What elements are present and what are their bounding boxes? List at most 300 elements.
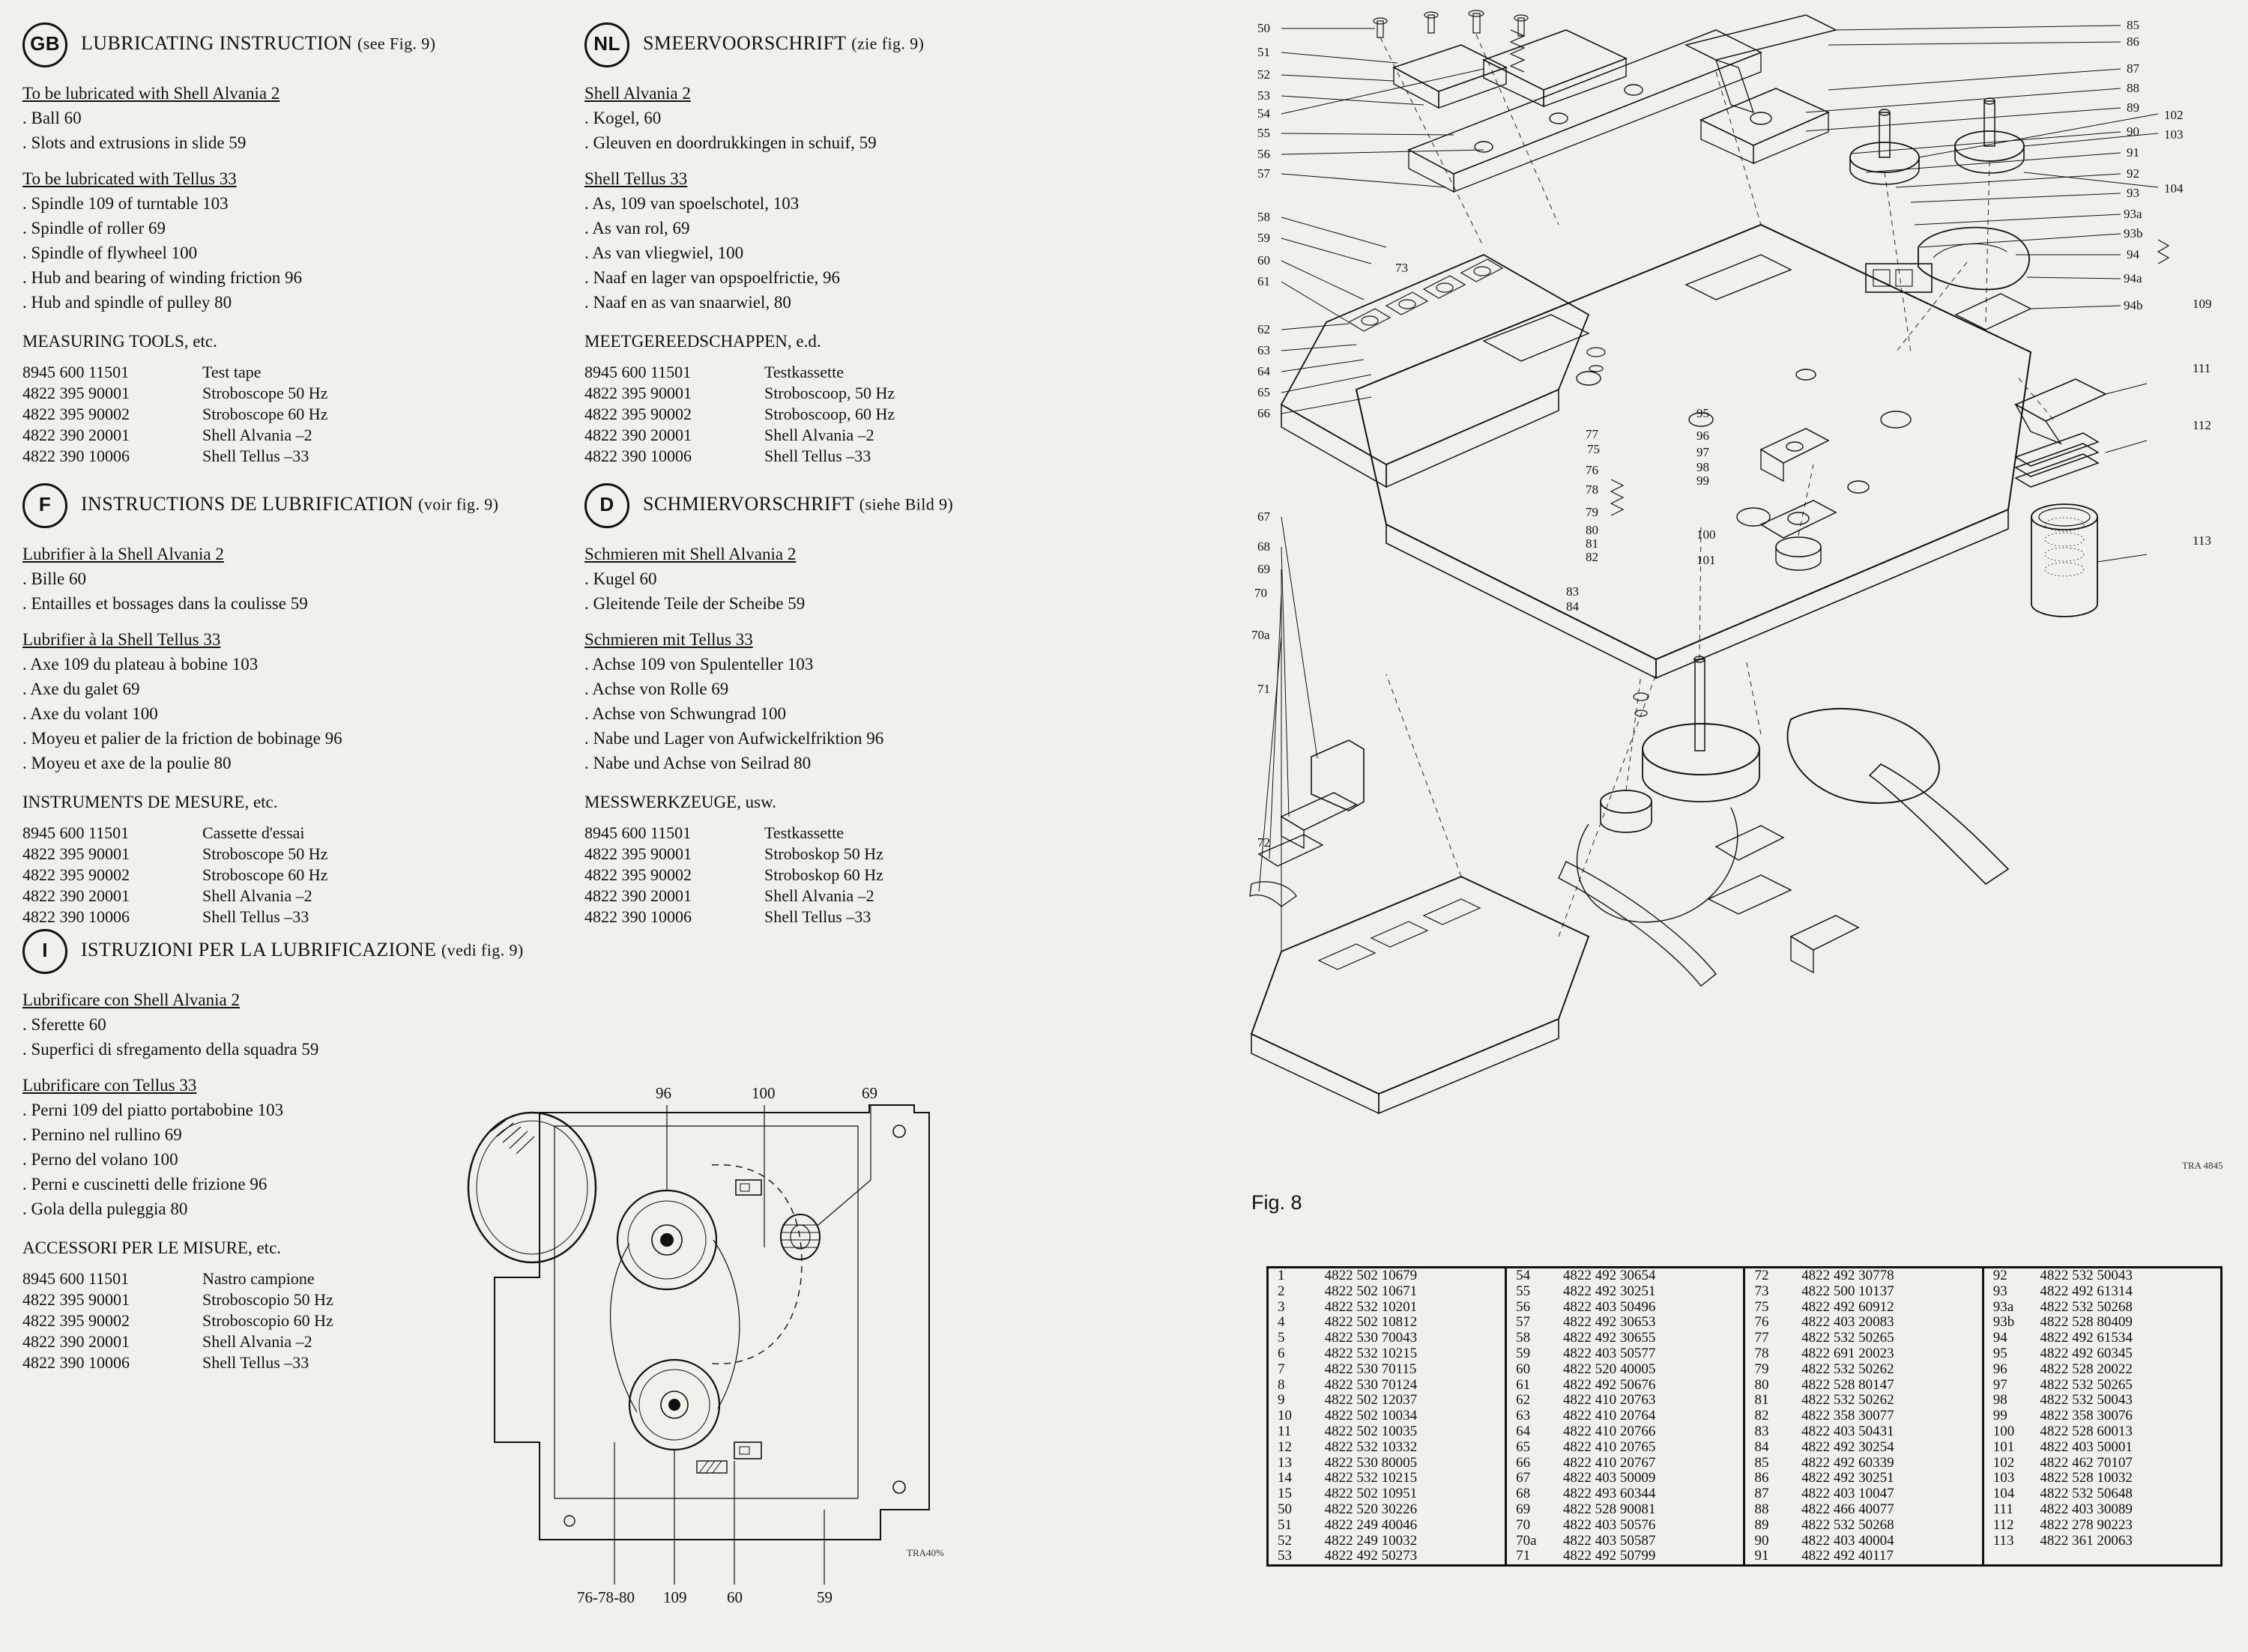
d-item: . Gleitende Teile der Scheibe 59 bbox=[584, 594, 1184, 614]
part-index: 56 bbox=[1506, 1300, 1559, 1316]
fig8-num-55: 55 bbox=[1257, 126, 1270, 140]
part-number: 4822 410 20764 bbox=[1562, 1408, 1656, 1424]
part-number: 4822 403 30089 bbox=[2040, 1501, 2133, 1517]
part-number: 4822 532 50265 bbox=[2040, 1376, 2133, 1393]
gb-item: . Ball 60 bbox=[22, 109, 592, 128]
section-d bbox=[584, 483, 1184, 928]
fig8-num-76: 76 bbox=[1586, 463, 1598, 477]
part-number: 4822 532 50043 bbox=[2040, 1268, 2133, 1283]
tool-code: 4822 395 90001 bbox=[584, 384, 692, 402]
part-number: 4822 528 20022 bbox=[2040, 1361, 2133, 1377]
part-index: 53 bbox=[1278, 1548, 1292, 1564]
part-number: 4822 502 10035 bbox=[1324, 1423, 1418, 1439]
part-index: 63 bbox=[1506, 1409, 1559, 1424]
lang-badge-f: F bbox=[22, 483, 67, 528]
part-number: 4822 403 50576 bbox=[1562, 1516, 1656, 1533]
tool-name: Stroboskop 60 Hz bbox=[764, 865, 883, 884]
tool-code: 4822 390 10006 bbox=[22, 907, 130, 926]
part-index: 67 bbox=[1506, 1471, 1559, 1486]
fig8-num-91: 91 bbox=[2127, 145, 2139, 160]
part-index: 61 bbox=[1506, 1378, 1559, 1394]
part-number: 4822 532 50268 bbox=[1801, 1516, 1894, 1533]
table-row bbox=[22, 446, 327, 467]
part-index: 15 bbox=[1278, 1486, 1292, 1502]
part-number: 4822 530 70124 bbox=[1324, 1376, 1418, 1393]
part-number: 4822 492 30655 bbox=[1562, 1330, 1656, 1346]
part-index: 84 bbox=[1744, 1440, 1797, 1456]
gb-tools-heading: MEASURING TOOLS, etc. bbox=[22, 332, 217, 351]
part-index: 1 bbox=[1278, 1268, 1285, 1283]
d-item: . Nabe und Achse von Seilrad 80 bbox=[584, 754, 1184, 773]
fig8-num-97: 97 bbox=[1696, 445, 1709, 459]
part-number: 4822 492 50799 bbox=[1562, 1548, 1656, 1564]
tool-code: 4822 395 90002 bbox=[22, 405, 130, 423]
tool-name: Test tape bbox=[202, 363, 262, 381]
fig8-num-72: 72 bbox=[1257, 835, 1270, 850]
part-index: 79 bbox=[1744, 1362, 1797, 1378]
part-number: 4822 403 50009 bbox=[1562, 1470, 1656, 1486]
part-index: 2 bbox=[1278, 1283, 1285, 1299]
fig8-num-112: 112 bbox=[2193, 418, 2211, 432]
part-number: 4822 403 20083 bbox=[1801, 1314, 1894, 1331]
gb-item: . Spindle 109 of turntable 103 bbox=[22, 194, 592, 214]
fig8-num-53: 53 bbox=[1257, 88, 1270, 103]
d-tools-table bbox=[584, 823, 883, 928]
fig9-callout-767880: 76-78-80 bbox=[577, 1588, 635, 1606]
fig9-callout-60: 60 bbox=[727, 1588, 743, 1606]
part-number: 4822 403 40004 bbox=[1801, 1532, 1894, 1549]
table-row bbox=[1269, 1315, 2220, 1331]
section-f-heading bbox=[22, 483, 592, 528]
part-number: 4822 532 10215 bbox=[1324, 1470, 1418, 1486]
tool-name: Shell Tellus –33 bbox=[202, 907, 309, 926]
part-number: 4822 492 40117 bbox=[1801, 1548, 1894, 1564]
gb-item: . Hub and spindle of pulley 80 bbox=[22, 293, 592, 312]
gb-sub-tellus: To be lubricated with Tellus 33 bbox=[22, 169, 237, 188]
part-index: 97 bbox=[1983, 1378, 2035, 1394]
section-f-ref: (voir fig. 9) bbox=[418, 494, 499, 514]
table-row bbox=[1269, 1424, 2220, 1440]
part-index: 54 bbox=[1506, 1268, 1559, 1284]
tool-code: 4822 390 10006 bbox=[584, 447, 692, 465]
part-index: 10 bbox=[1278, 1408, 1292, 1424]
fig8-num-111: 111 bbox=[2193, 361, 2211, 375]
part-index: 92 bbox=[1983, 1268, 2035, 1284]
figure-9 bbox=[450, 1084, 1199, 1615]
part-index: 3 bbox=[1278, 1298, 1285, 1315]
table-row bbox=[22, 425, 327, 446]
fig8-num-69: 69 bbox=[1257, 562, 1270, 576]
part-index: 87 bbox=[1744, 1486, 1797, 1502]
fig8-num-84: 84 bbox=[1566, 599, 1579, 614]
tool-name: Shell Tellus –33 bbox=[764, 447, 871, 465]
f-item: . Axe du galet 69 bbox=[22, 680, 592, 699]
table-row bbox=[584, 425, 895, 446]
fig8-num-90: 90 bbox=[2127, 124, 2139, 139]
part-number: 4822 492 50676 bbox=[1562, 1376, 1656, 1393]
part-index: 86 bbox=[1744, 1471, 1797, 1486]
part-index: 85 bbox=[1744, 1456, 1797, 1471]
fig8-num-79: 79 bbox=[1586, 505, 1598, 519]
part-number: 4822 532 10332 bbox=[1324, 1438, 1418, 1455]
table-row bbox=[1269, 1486, 2220, 1502]
part-index: 113 bbox=[1983, 1534, 2035, 1549]
fig8-num-56: 56 bbox=[1257, 147, 1270, 161]
fig8-num-62: 62 bbox=[1257, 322, 1270, 336]
fig8-num-93b: 93b bbox=[2124, 226, 2143, 240]
i-sub-alvania: Lubrificare con Shell Alvania 2 bbox=[22, 990, 240, 1009]
part-number: 4822 466 40077 bbox=[1801, 1501, 1894, 1517]
part-number: 4822 492 50273 bbox=[1324, 1548, 1418, 1564]
f-tools-heading: INSTRUMENTS DE MESURE, etc. bbox=[22, 793, 278, 811]
i-item: . Pernino nel rullino 69 bbox=[22, 1125, 592, 1145]
part-number: 4822 528 80147 bbox=[1801, 1376, 1894, 1393]
part-number: 4822 492 61534 bbox=[2040, 1330, 2133, 1346]
tool-name: Shell Alvania –2 bbox=[202, 886, 312, 905]
tool-name: Stroboscope 60 Hz bbox=[202, 405, 328, 423]
i-item: . Perni 109 del piatto portabobine 103 bbox=[22, 1101, 592, 1120]
part-index: 68 bbox=[1506, 1486, 1559, 1502]
part-index: 82 bbox=[1744, 1409, 1797, 1424]
part-number: 4822 528 60013 bbox=[2040, 1423, 2133, 1439]
table-row bbox=[584, 823, 883, 844]
i-item: . Sferette 60 bbox=[22, 1015, 592, 1035]
figure-8-exploded-drawing bbox=[1236, 0, 2248, 1229]
part-number: 4822 492 30654 bbox=[1562, 1268, 1656, 1283]
part-number: 4822 492 30778 bbox=[1801, 1268, 1894, 1283]
table-row bbox=[1269, 1502, 2220, 1518]
part-number: 4822 500 10137 bbox=[1801, 1283, 1894, 1299]
part-number: 4822 532 10215 bbox=[1324, 1345, 1418, 1361]
part-index: 89 bbox=[1744, 1518, 1797, 1534]
part-number: 4822 691 20023 bbox=[1801, 1345, 1894, 1361]
part-number: 4822 502 10679 bbox=[1324, 1268, 1418, 1283]
table-row bbox=[584, 907, 883, 928]
tool-name: Shell Alvania –2 bbox=[764, 886, 874, 905]
tool-name: Stroboscoop, 60 Hz bbox=[764, 405, 895, 423]
part-index: 12 bbox=[1278, 1438, 1292, 1455]
fig8-num-65: 65 bbox=[1257, 385, 1270, 399]
i-item: . Perno del volano 100 bbox=[22, 1150, 592, 1170]
d-item: . Achse 109 von Spulenteller 103 bbox=[584, 655, 1184, 674]
f-item: . Axe du volant 100 bbox=[22, 704, 592, 724]
i-item: . Gola della puleggia 80 bbox=[22, 1199, 592, 1219]
part-number: 4822 462 70107 bbox=[2040, 1454, 2133, 1471]
part-index: 93a bbox=[1983, 1300, 2035, 1316]
part-index: 78 bbox=[1744, 1346, 1797, 1362]
section-f-title: INSTRUCTIONS DE LUBRIFICATION bbox=[81, 492, 414, 515]
part-index: 60 bbox=[1506, 1362, 1559, 1378]
tool-code: 8945 600 11501 bbox=[22, 363, 130, 381]
part-index: 77 bbox=[1744, 1331, 1797, 1346]
part-number: 4822 530 80005 bbox=[1324, 1454, 1418, 1471]
part-number: 4822 492 60339 bbox=[1801, 1454, 1894, 1471]
part-index: 72 bbox=[1744, 1268, 1797, 1284]
tool-code: 8945 600 11501 bbox=[584, 823, 692, 842]
part-index: 57 bbox=[1506, 1315, 1559, 1331]
table-row bbox=[22, 1331, 333, 1352]
part-index: 101 bbox=[1983, 1440, 2035, 1456]
tool-name: Stroboscope 60 Hz bbox=[202, 865, 328, 884]
part-number: 4822 361 20063 bbox=[2040, 1532, 2133, 1549]
part-number: 4822 278 90223 bbox=[2040, 1516, 2133, 1533]
table-row bbox=[22, 1268, 333, 1289]
table-row bbox=[1269, 1471, 2220, 1486]
section-gb-ref: (see Fig. 9) bbox=[357, 34, 436, 53]
f-sub-tellus: Lubrifier à la Shell Tellus 33 bbox=[22, 630, 221, 649]
part-index: 70a bbox=[1506, 1534, 1559, 1549]
table-row bbox=[1269, 1331, 2220, 1346]
lang-badge-i: I bbox=[22, 929, 67, 974]
part-index: 90 bbox=[1744, 1534, 1797, 1549]
nl-item: . Naaf en as van snaarwiel, 80 bbox=[584, 293, 1184, 312]
tool-name: Cassette d'essai bbox=[202, 823, 305, 842]
gb-item: . Spindle of roller 69 bbox=[22, 219, 592, 238]
tool-name: Stroboscopio 50 Hz bbox=[202, 1290, 333, 1309]
table-row bbox=[584, 844, 883, 865]
fig8-num-57: 57 bbox=[1257, 166, 1270, 181]
table-row bbox=[1269, 1378, 2220, 1394]
part-index: 6 bbox=[1278, 1345, 1285, 1361]
part-index: 66 bbox=[1506, 1456, 1559, 1471]
fig8-num-94a: 94a bbox=[2124, 271, 2142, 285]
f-item: . Moyeu et axe de la poulie 80 bbox=[22, 754, 592, 773]
part-index: 88 bbox=[1744, 1502, 1797, 1518]
part-number: 4822 403 50496 bbox=[1562, 1298, 1656, 1315]
nl-tools-heading: MEETGEREEDSCHAPPEN, e.d. bbox=[584, 332, 821, 351]
part-number: 4822 532 50262 bbox=[1801, 1392, 1894, 1409]
lang-badge-nl: NL bbox=[584, 22, 629, 67]
fig8-num-109: 109 bbox=[2193, 297, 2212, 311]
fig8-num-60: 60 bbox=[1257, 253, 1270, 267]
section-nl-title: SMEERVOORSCHRIFT bbox=[643, 31, 847, 54]
part-index: 83 bbox=[1744, 1424, 1797, 1440]
gb-sub-alvania: To be lubricated with Shell Alvania 2 bbox=[22, 84, 280, 103]
nl-sub-alvania: Shell Alvania 2 bbox=[584, 84, 691, 103]
part-number: 4822 502 10034 bbox=[1324, 1408, 1418, 1424]
table-row bbox=[22, 404, 327, 425]
fig8-num-113: 113 bbox=[2193, 533, 2211, 548]
tool-code: 4822 395 90001 bbox=[22, 1290, 130, 1309]
part-index: 76 bbox=[1744, 1315, 1797, 1331]
section-d-ref: (siehe Bild 9) bbox=[859, 494, 954, 514]
part-index: 70 bbox=[1506, 1518, 1559, 1534]
part-index: 81 bbox=[1744, 1393, 1797, 1409]
part-index: 73 bbox=[1744, 1284, 1797, 1300]
parts-table bbox=[1269, 1268, 2220, 1564]
part-number: 4822 532 50648 bbox=[2040, 1486, 2133, 1502]
part-index: 51 bbox=[1278, 1516, 1292, 1533]
fig8-num-94: 94 bbox=[2127, 247, 2139, 261]
fig8-num-85: 85 bbox=[2127, 18, 2139, 32]
part-index: 71 bbox=[1506, 1549, 1559, 1564]
fig8-num-102: 102 bbox=[2164, 108, 2184, 122]
table-row bbox=[584, 404, 895, 425]
table-row bbox=[1269, 1534, 2220, 1549]
f-item: . Axe 109 du plateau à bobine 103 bbox=[22, 655, 592, 674]
tool-name: Stroboscope 50 Hz bbox=[202, 384, 328, 402]
part-number: 4822 492 60912 bbox=[1801, 1298, 1894, 1315]
part-index: 93b bbox=[1983, 1315, 2035, 1331]
nl-item: . As van vliegwiel, 100 bbox=[584, 243, 1184, 263]
fig8-num-73: 73 bbox=[1395, 261, 1408, 275]
fig8-num-83: 83 bbox=[1566, 584, 1579, 599]
i-tools-heading: ACCESSORI PER LE MISURE, etc. bbox=[22, 1238, 282, 1257]
table-row bbox=[1269, 1456, 2220, 1471]
part-number: 4822 249 10032 bbox=[1324, 1532, 1418, 1549]
figure-9-drawing bbox=[450, 1090, 1199, 1615]
fig8-num-89: 89 bbox=[2127, 100, 2139, 115]
table-row bbox=[584, 446, 895, 467]
fig8-num-66: 66 bbox=[1257, 406, 1270, 420]
f-sub-alvania: Lubrifier à la Shell Alvania 2 bbox=[22, 545, 224, 563]
section-i-ref: (vedi fig. 9) bbox=[441, 940, 524, 960]
part-index: 104 bbox=[1983, 1486, 2035, 1502]
tool-code: 8945 600 11501 bbox=[584, 363, 692, 381]
table-row bbox=[22, 844, 327, 865]
d-tools-heading: MESSWERKZEUGE, usw. bbox=[584, 793, 776, 811]
fig8-num-61: 61 bbox=[1257, 274, 1270, 288]
table-row bbox=[1269, 1409, 2220, 1424]
fig8-num-67: 67 bbox=[1257, 509, 1270, 524]
gb-tools-table bbox=[22, 362, 327, 467]
parts-list-table bbox=[1266, 1266, 2223, 1567]
tool-code: 4822 395 90001 bbox=[584, 844, 692, 863]
fig8-num-93a: 93a bbox=[2124, 207, 2142, 221]
section-gb-title: LUBRICATING INSTRUCTION bbox=[81, 31, 353, 54]
part-number: 4822 403 10047 bbox=[1801, 1486, 1894, 1502]
fig8-num-50: 50 bbox=[1257, 21, 1270, 35]
fig8-num-54: 54 bbox=[1257, 106, 1270, 121]
tool-name: Stroboskop 50 Hz bbox=[764, 844, 883, 863]
tool-name: Shell Tellus –33 bbox=[764, 907, 871, 926]
tool-name: Shell Alvania –2 bbox=[764, 426, 874, 444]
part-number: 4822 410 20765 bbox=[1562, 1438, 1656, 1455]
part-number: 4822 528 90081 bbox=[1562, 1501, 1656, 1517]
fig8-num-95: 95 bbox=[1696, 406, 1709, 420]
fig9-callout-109: 109 bbox=[663, 1588, 687, 1606]
fig9-code: TRA40% bbox=[907, 1547, 944, 1558]
part-index: 65 bbox=[1506, 1440, 1559, 1456]
gb-item: . Spindle of flywheel 100 bbox=[22, 243, 592, 263]
section-d-heading bbox=[584, 483, 1184, 528]
fig8-num-93: 93 bbox=[2127, 186, 2139, 200]
nl-item: . As, 109 van spoelschotel, 103 bbox=[584, 194, 1184, 214]
f-tools-table bbox=[22, 823, 327, 928]
part-number: 4822 492 30251 bbox=[1562, 1283, 1656, 1299]
section-gb-heading bbox=[22, 22, 592, 67]
table-row bbox=[1269, 1300, 2220, 1316]
fig8-num-70: 70 bbox=[1254, 586, 1267, 600]
part-index: 62 bbox=[1506, 1393, 1559, 1409]
part-number: 4822 532 10201 bbox=[1324, 1298, 1418, 1315]
part-number: 4822 502 12037 bbox=[1324, 1392, 1418, 1409]
d-sub-tellus: Schmieren mit Tellus 33 bbox=[584, 630, 753, 649]
fig9-callout-100: 100 bbox=[752, 1084, 776, 1102]
part-index: 13 bbox=[1278, 1454, 1292, 1471]
table-row bbox=[22, 383, 327, 404]
tool-code: 4822 390 10006 bbox=[584, 907, 692, 926]
d-item: . Nabe und Lager von Aufwickelfriktion 96 bbox=[584, 729, 1184, 748]
fig8-num-103: 103 bbox=[2164, 127, 2184, 142]
tool-code: 4822 390 20001 bbox=[22, 426, 130, 444]
tool-code: 4822 395 90002 bbox=[584, 865, 692, 884]
table-row bbox=[22, 907, 327, 928]
part-number: 4822 492 60345 bbox=[2040, 1345, 2133, 1361]
fig8-num-104: 104 bbox=[2164, 181, 2184, 196]
part-index: 69 bbox=[1506, 1502, 1559, 1518]
fig8-num-94b: 94b bbox=[2124, 298, 2143, 312]
part-index: 100 bbox=[1983, 1424, 2035, 1440]
part-index: 50 bbox=[1278, 1501, 1292, 1517]
part-number: 4822 502 10951 bbox=[1324, 1486, 1418, 1502]
fig8-num-101: 101 bbox=[1696, 553, 1716, 567]
table-row bbox=[22, 886, 327, 907]
part-index: 112 bbox=[1983, 1518, 2035, 1534]
part-index: 9 bbox=[1278, 1392, 1285, 1409]
table-row bbox=[1269, 1346, 2220, 1362]
part-number: 4822 532 50265 bbox=[1801, 1330, 1894, 1346]
d-item: . Achse von Rolle 69 bbox=[584, 680, 1184, 699]
tool-code: 8945 600 11501 bbox=[22, 823, 130, 842]
fig8-num-64: 64 bbox=[1257, 364, 1270, 378]
tool-code: 4822 390 20001 bbox=[584, 426, 692, 444]
part-number bbox=[2035, 1549, 2220, 1564]
table-row bbox=[1269, 1440, 2220, 1456]
i-item: . Perni e cuscinetti delle frizione 96 bbox=[22, 1175, 592, 1194]
section-i-heading bbox=[22, 929, 592, 974]
tool-code: 4822 390 10006 bbox=[22, 1353, 130, 1372]
nl-item: . Kogel, 60 bbox=[584, 109, 1184, 128]
tool-code: 4822 395 90002 bbox=[22, 1311, 130, 1330]
tool-code: 4822 395 90001 bbox=[22, 844, 130, 863]
part-number: 4822 520 30226 bbox=[1324, 1501, 1418, 1517]
table-row bbox=[584, 865, 883, 886]
tool-code: 4822 390 20001 bbox=[22, 886, 130, 905]
part-index: 4 bbox=[1278, 1314, 1285, 1331]
table-row bbox=[1269, 1549, 2220, 1564]
table-row bbox=[22, 362, 327, 383]
fig8-num-87: 87 bbox=[2127, 61, 2139, 76]
tool-name: Stroboscope 50 Hz bbox=[202, 844, 328, 863]
tool-name: Stroboscopio 60 Hz bbox=[202, 1311, 333, 1330]
fig8-num-86: 86 bbox=[2127, 34, 2139, 49]
fig8-num-68: 68 bbox=[1257, 539, 1270, 554]
part-index: 99 bbox=[1983, 1409, 2035, 1424]
part-index: 94 bbox=[1983, 1331, 2035, 1346]
fig8-num-75: 75 bbox=[1587, 442, 1600, 456]
figure-8-code: TRA 4845 bbox=[2182, 1160, 2223, 1171]
part-number: 4822 532 50043 bbox=[2040, 1392, 2133, 1409]
fig8-num-51: 51 bbox=[1257, 45, 1270, 59]
table-row bbox=[22, 1310, 333, 1331]
part-number: 4822 410 20767 bbox=[1562, 1454, 1656, 1471]
part-number: 4822 502 10812 bbox=[1324, 1314, 1418, 1331]
part-number: 4822 528 80409 bbox=[2040, 1314, 2133, 1331]
part-index: 14 bbox=[1278, 1470, 1292, 1486]
part-index: 103 bbox=[1983, 1471, 2035, 1486]
table-row bbox=[1269, 1518, 2220, 1534]
f-item: . Moyeu et palier de la friction de bobinage 96 bbox=[22, 729, 592, 748]
part-number: 4822 502 10671 bbox=[1324, 1283, 1418, 1299]
fig8-num-78: 78 bbox=[1586, 482, 1598, 497]
table-row bbox=[22, 1352, 333, 1373]
table-row bbox=[1269, 1284, 2220, 1300]
part-number: 4822 530 70115 bbox=[1324, 1361, 1417, 1377]
part-number: 4822 410 20763 bbox=[1562, 1392, 1656, 1409]
tool-name: Testkassette bbox=[764, 363, 844, 381]
tool-code: 4822 390 20001 bbox=[22, 1332, 130, 1351]
